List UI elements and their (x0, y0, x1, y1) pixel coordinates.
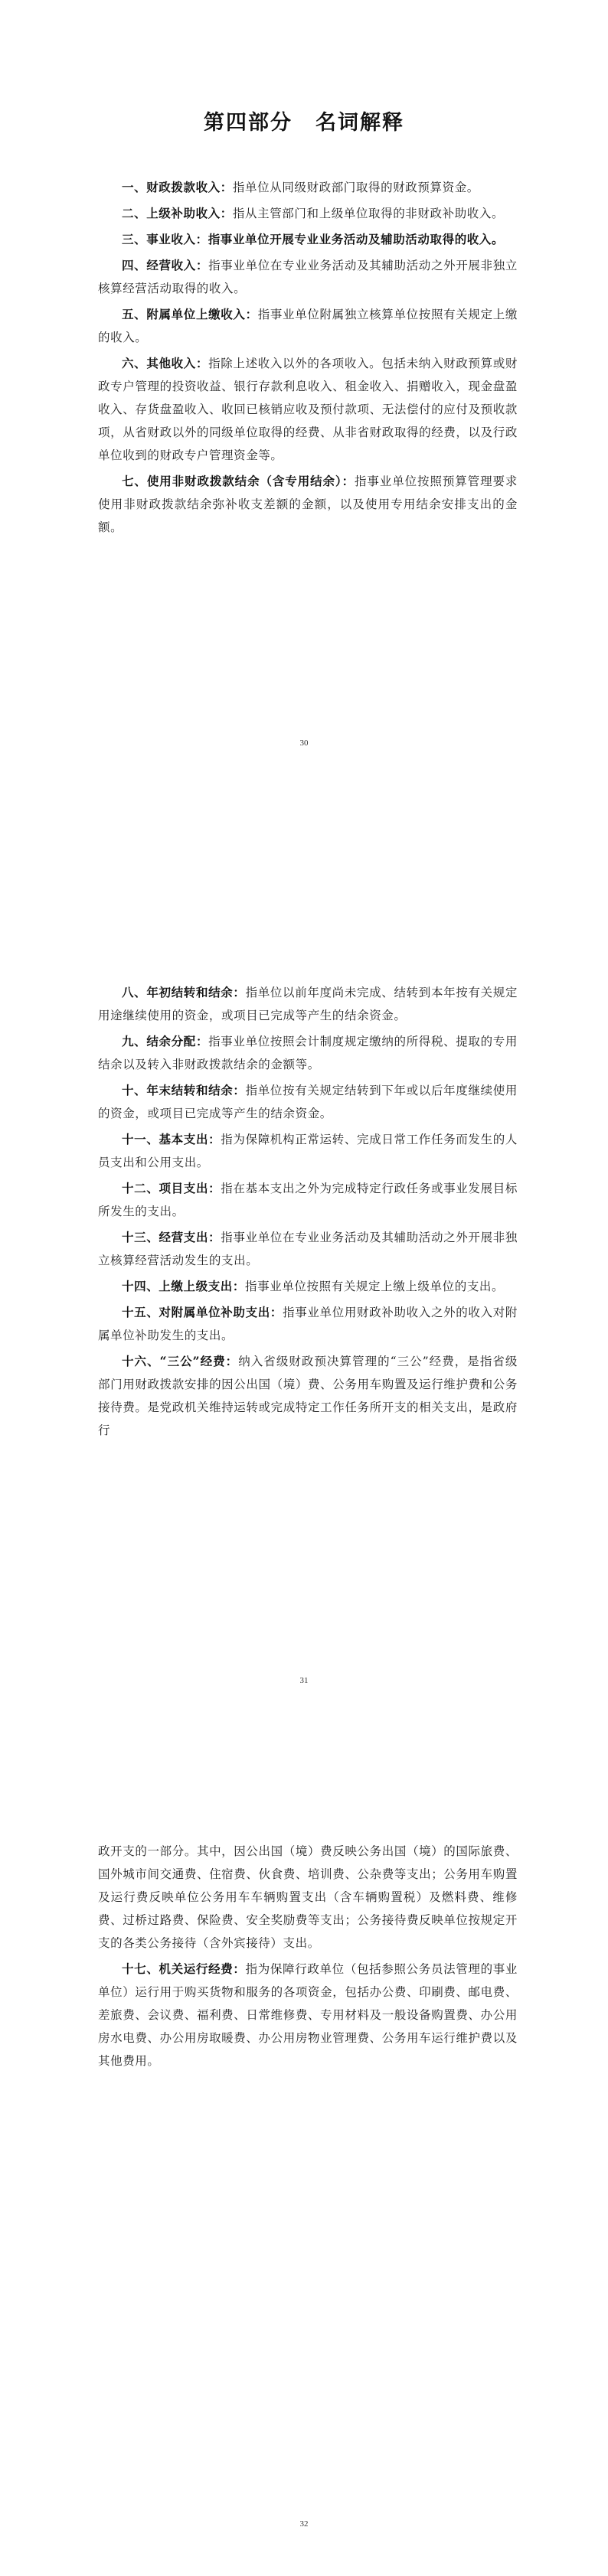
definition-term: 二、上级补助收入： (122, 206, 233, 220)
page-number: 30 (299, 739, 309, 748)
definition-term: 四、经营收入： (122, 258, 209, 272)
definition-text: 指事业单位按照有关规定上缴上级单位的支出。 (245, 1280, 505, 1293)
definition-paragraph (98, 1079, 518, 1125)
definition-text: 指事业单位按照预算管理要求使用非财政拨款结余弥补收支差额的金额，以及使用专用结余安排支出的金额。 (98, 474, 518, 534)
definition-paragraph (98, 470, 518, 539)
definition-paragraph (98, 202, 518, 225)
page-number: 32 (299, 2519, 309, 2529)
definition-paragraph (98, 1128, 518, 1174)
definition-paragraph (98, 254, 518, 300)
definition-paragraph (98, 228, 518, 251)
definition-text: 指单位按有关规定结转到下年或以后年度继续使用的资金，或项目已完成等产生的结余资金。 (98, 1084, 518, 1120)
page-body (98, 1840, 518, 2075)
definition-paragraph (98, 1275, 518, 1298)
definition-text: 指事业单位附属独立核算单位按照有关规定上缴的收入。 (98, 308, 518, 344)
definition-paragraph (98, 1301, 518, 1347)
definition-term: 七、使用非财政拨款结余（含专用结余）： (122, 474, 355, 488)
definition-term: 十四、上缴上级支出： (122, 1279, 246, 1293)
definition-text: 指为保障机构正常运转、完成日常工作任务而发生的人员支出和公用支出。 (98, 1133, 518, 1169)
definition-paragraph (98, 1350, 518, 1442)
definition-term: 十、年末结转和结余： (122, 1083, 246, 1097)
definition-paragraph (98, 981, 518, 1027)
definition-text: 指在基本支出之外为完成特定行政任务或事业发展目标所发生的支出。 (98, 1182, 518, 1218)
definition-term: 五、附属单位上缴收入： (122, 307, 258, 321)
document-page-1 (0, 0, 608, 859)
definition-text: 纳入省级财政预决算管理的“三公”经费，是指省级部门用财政拨款安排的因公出国（境）费、公务用车购置及运行维护费和公务接待费。是党政机关维持运转或完成特定工作任务所开支的相关支出，是政府行 (98, 1355, 518, 1437)
definition-text: 指单位以前年度尚未完成、结转到本年按有关规定用途继续使用的资金，或项目已完成等产生的结余资金。 (98, 986, 518, 1022)
definition-paragraph (98, 1177, 518, 1223)
definition-term: 八、年初结转和结余： (122, 985, 246, 999)
definition-text: 政开支的一部分。其中，因公出国（境）费反映公务出国（境）的国际旅费、国外城市间交通费、住宿费、伙食费、培训费、公杂费等支出；公务用车购置及运行费反映单位公务用车车辆购置支出（含车辆购置税）及燃料费、维修费、过桥过路费、保险费、安全奖励费等支出；公务接待费反映单位按规定开支的各类公务接待（含外宾接待）支出。 (98, 1844, 518, 1950)
definition-text: 指事业单位按照会计制度规定缴纳的所得税、提取的专用结余以及转入非财政拨款结余的金额等。 (98, 1035, 518, 1071)
section-title-part: 第四部分 (204, 111, 293, 135)
definition-term: 十一、基本支出： (122, 1132, 221, 1146)
definition-paragraph (98, 1226, 518, 1272)
definition-term: 十六、“三公”经费： (122, 1354, 239, 1368)
definition-paragraph (98, 176, 518, 199)
definition-paragraph (98, 1958, 518, 2072)
definition-term: 十五、对附属单位补助支出： (122, 1305, 283, 1319)
page-body (98, 981, 518, 1445)
definition-paragraph (98, 303, 518, 349)
definition-text: 指为保障行政单位（包括参照公务员法管理的事业单位）运行用于购买货物和服务的各项资金，包括办公费、印刷费、邮电费、差旅费、会议费、福利费、日常维修费、专用材料及一般设备购置费、办公用房水电费、办公用房取暖费、办公用房物业管理费、公务用车运行维护费以及其他费用。 (98, 1962, 518, 2068)
document-page-3 (0, 1717, 608, 2576)
definition-text: 指事业单位用财政补助收入之外的收入对附属单位补助发生的支出。 (98, 1306, 518, 1342)
section-title-name: 名词解释 (315, 111, 404, 135)
document-page-2 (0, 859, 608, 1717)
definition-text: 指从主管部门和上级单位取得的非财政补助收入。 (232, 207, 505, 220)
definition-paragraph (98, 1030, 518, 1076)
definition-text: 指事业单位开展专业业务活动及辅助活动取得的收入。 (208, 232, 505, 246)
definition-term: 十七、机关运行经费： (122, 1961, 246, 1976)
definition-continuation (98, 1840, 518, 1955)
definition-text: 指单位从同级财政部门取得的财政预算资金。 (232, 181, 479, 194)
definition-term: 十三、经营支出： (122, 1230, 221, 1244)
definition-text: 指事业单位在专业业务活动及其辅助活动之外开展非独立核算经营活动取得的收入。 (98, 259, 518, 295)
definition-term: 三、事业收入： (122, 232, 208, 246)
definition-term: 一、财政拨款收入： (122, 180, 233, 194)
section-title (0, 106, 608, 135)
page-body (98, 176, 518, 542)
definition-term: 十二、项目支出： (122, 1181, 221, 1195)
definition-paragraph (98, 352, 518, 467)
page-number: 31 (299, 1676, 309, 1685)
definition-term: 六、其他收入： (122, 356, 209, 370)
definition-text: 指除上述收入以外的各项收入。包括未纳入财政预算或财政专户管理的投资收益、银行存款利息收入、租金收入、捐赠收入，现金盘盈收入、存货盘盈收入、收回已核销应收及预付款项、无法偿付的应付及预收款项，从省财政以外的同级单位取得的经费、从非省财政取得的经费，以及行政单位收到的财政专户管理资金等。 (98, 357, 518, 462)
definition-term: 九、结余分配： (122, 1034, 209, 1048)
definition-text: 指事业单位在专业业务活动及其辅助活动之外开展非独立核算经营活动发生的支出。 (98, 1231, 518, 1267)
